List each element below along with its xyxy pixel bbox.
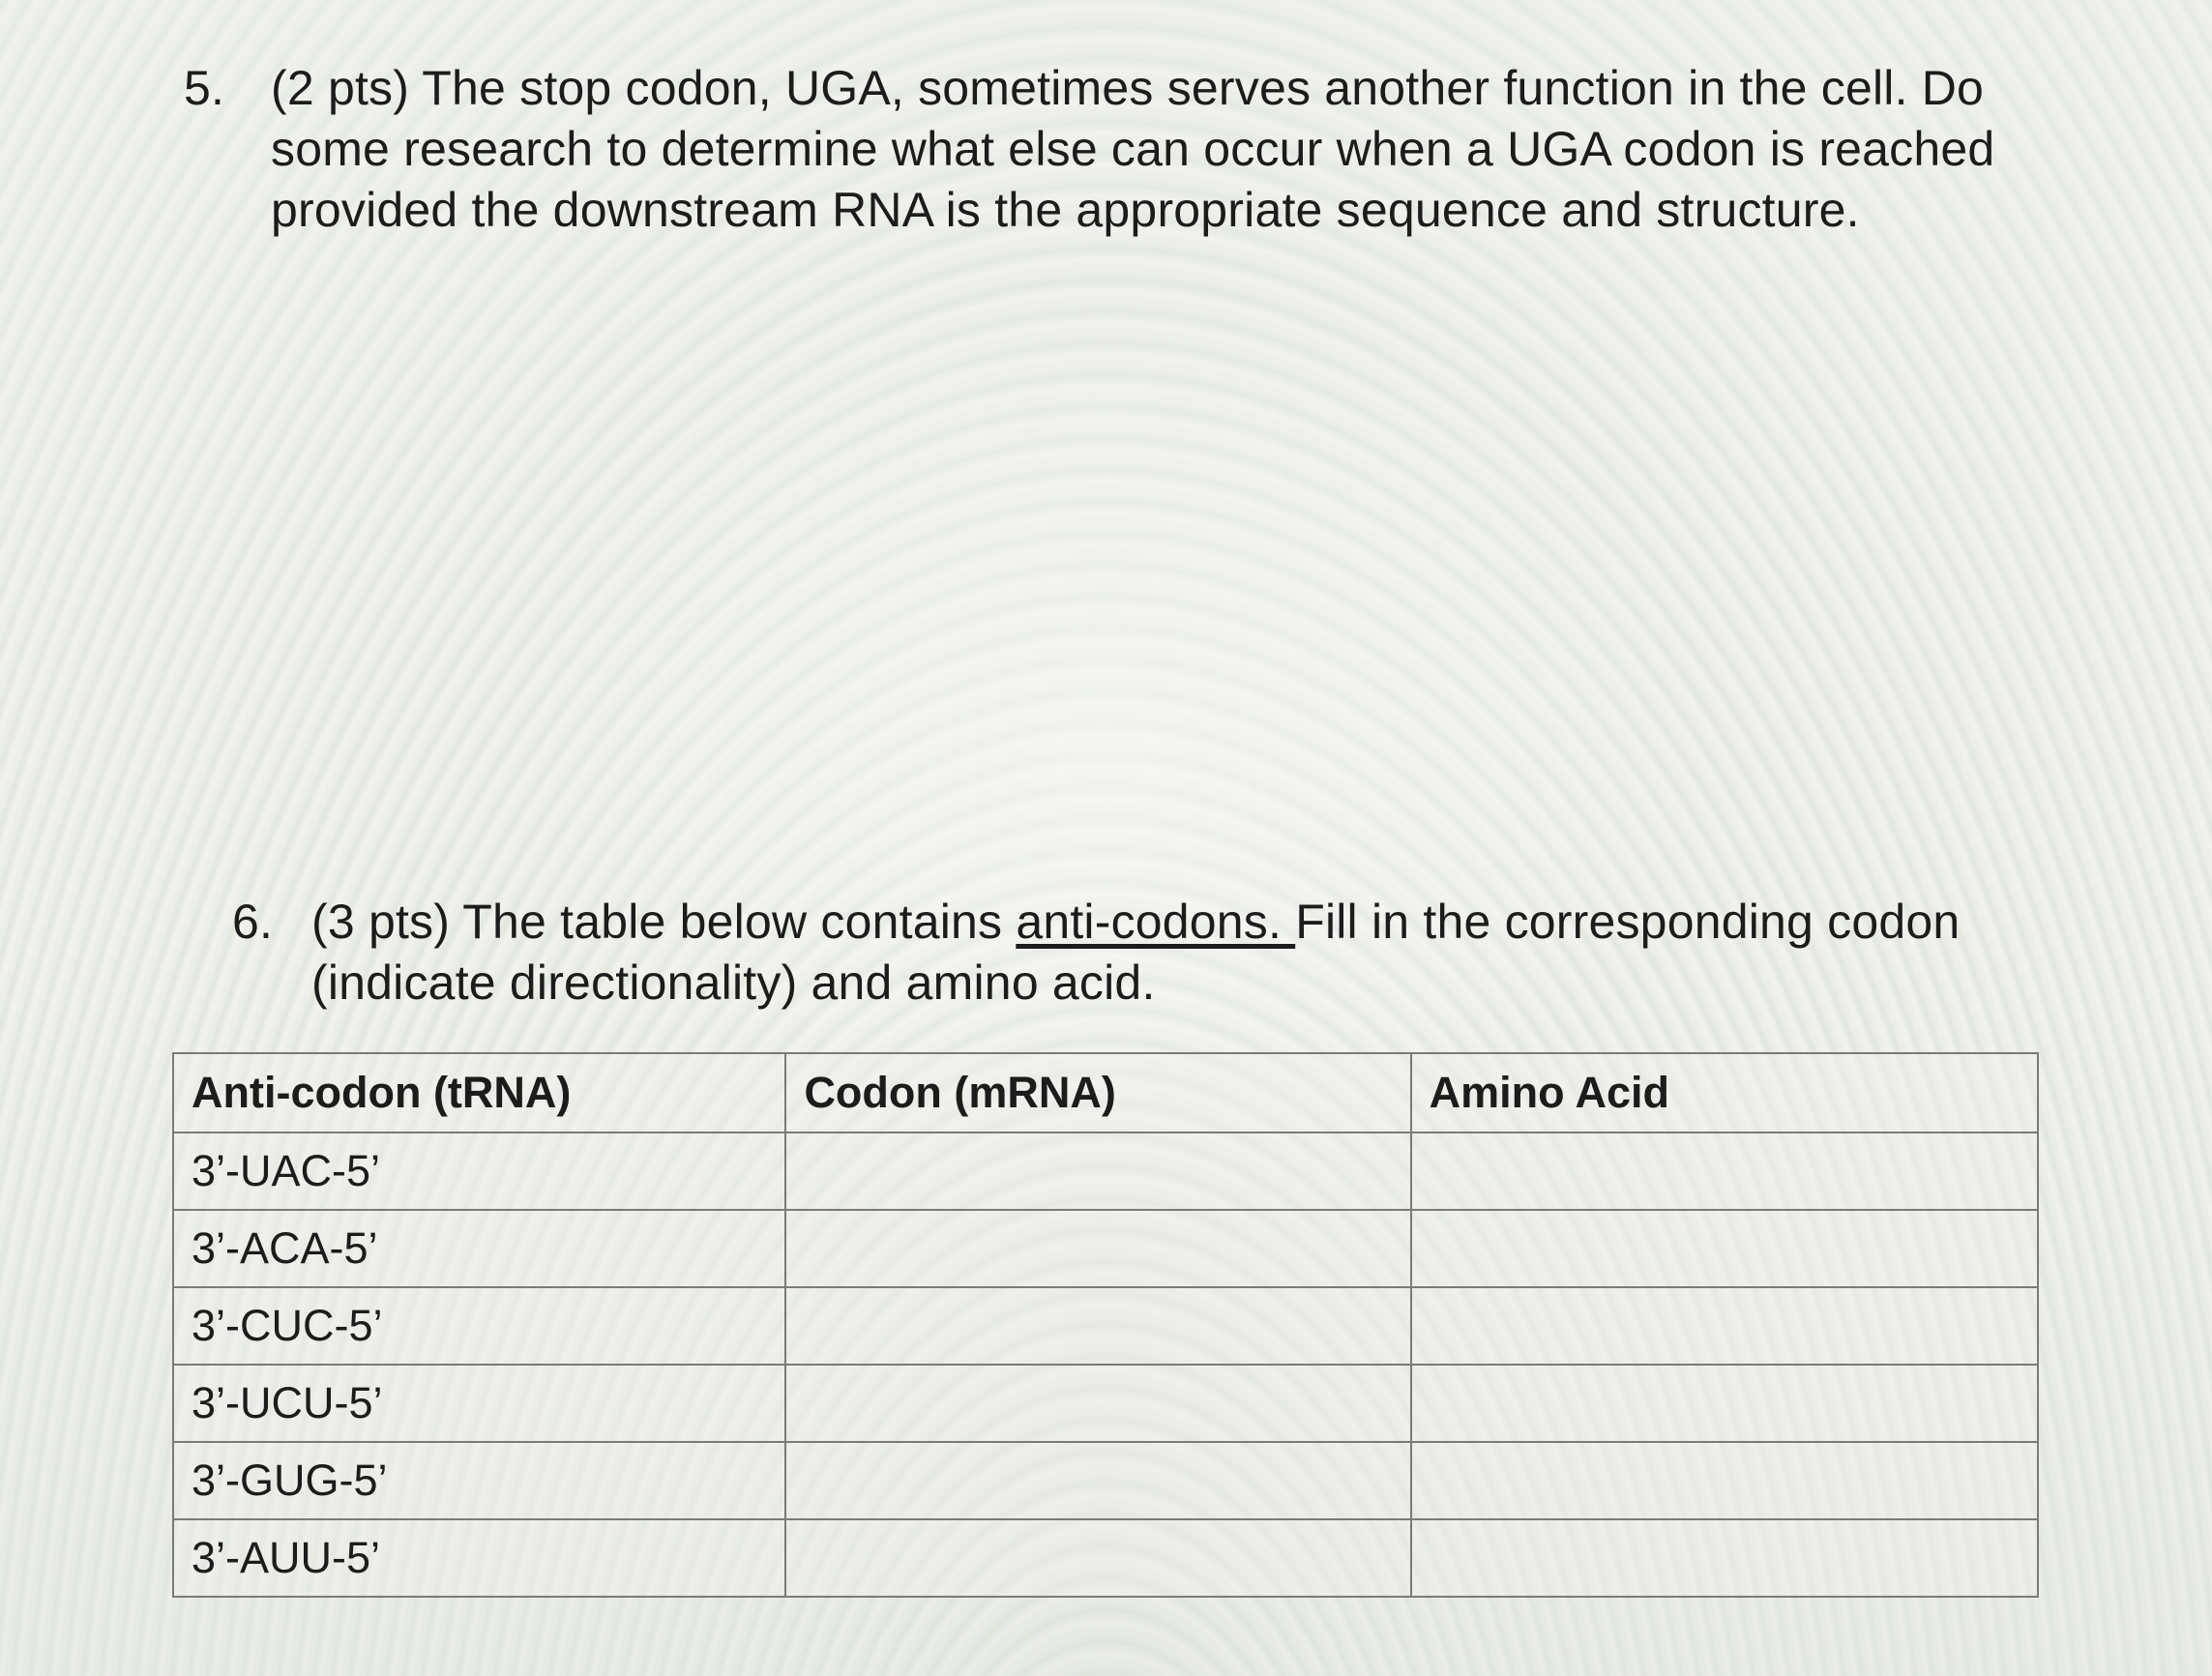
table-row [173,1365,2038,1442]
question-6-text [311,892,2050,1014]
question-5 [184,58,2099,241]
header-anticodon: Anti-codon (tRNA) [173,1053,785,1132]
anticodon-cell: 3’-AUU-5’ [173,1519,785,1597]
anticodon-cell: 3’-CUC-5’ [173,1287,785,1365]
header-amino-acid: Amino Acid [1411,1053,2038,1132]
anticodon-cell: 3’-UAC-5’ [173,1132,785,1210]
amino-acid-cell[interactable] [1411,1132,2038,1210]
header-codon: Codon (mRNA) [785,1053,1410,1132]
question-5-text: (2 pts) The stop codon, UGA, sometimes serves another function in the cell. Do some research to determine what else can occur when a UGA codon is reached provided the downstream RNA is the appropriate sequence and structure. [271,61,1995,237]
anticodon-cell: 3’-ACA-5’ [173,1210,785,1287]
amino-acid-cell[interactable] [1411,1210,2038,1287]
codon-table [172,1052,2039,1598]
codon-cell[interactable] [785,1132,1410,1210]
question-6-text-after: Fill in the corresponding codon (indicate directionality) and amino acid. [311,895,1961,1010]
table-header-row [173,1053,2038,1132]
codon-cell[interactable] [785,1210,1410,1287]
amino-acid-cell[interactable] [1411,1287,2038,1365]
table-row [173,1519,2038,1597]
amino-acid-cell[interactable] [1411,1519,2038,1597]
anti-codons-underlined: anti-codons. [1016,895,1296,949]
question-5-number: 5. [184,61,225,115]
amino-acid-cell[interactable] [1411,1442,2038,1519]
amino-acid-cell[interactable] [1411,1365,2038,1442]
anticodon-cell: 3’-UCU-5’ [173,1365,785,1442]
anticodon-cell: 3’-GUG-5’ [173,1442,785,1519]
question-6-text-before: (3 pts) The table below contains [311,895,1017,949]
table-row [173,1287,2038,1365]
codon-cell[interactable] [785,1442,1410,1519]
table-row [173,1442,2038,1519]
codon-cell[interactable] [785,1519,1410,1597]
codon-cell[interactable] [785,1365,1410,1442]
question-6-number: 6. [232,895,274,949]
table-row [173,1210,2038,1287]
table-row [173,1132,2038,1210]
question-6 [232,892,2050,1014]
codon-cell[interactable] [785,1287,1410,1365]
